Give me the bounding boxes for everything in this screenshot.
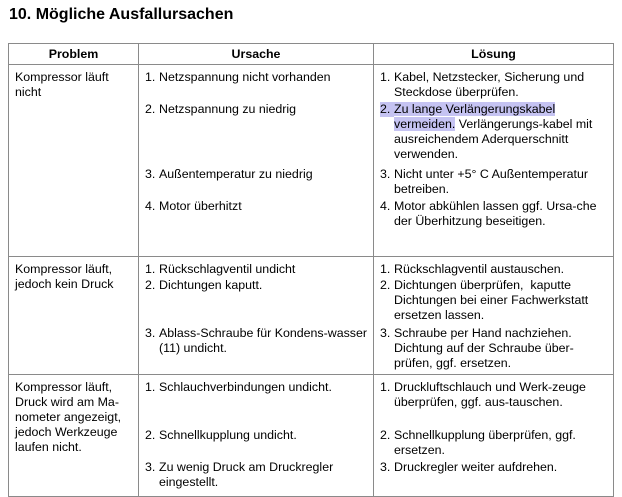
solution-item: 3. Schraube per Hand nachziehen. Dichtung auf der Schraube über-prüfen, ggf. ersetzen. bbox=[380, 326, 574, 370]
solution-item: 2. Dichtungen überprüfen, kaputte Dichtungen bei einer Fachwerkstatt ersetzen lassen. bbox=[380, 278, 592, 322]
cause-item: 3. Ablass-Schraube für Kondens-wasser (11) undicht. bbox=[145, 326, 367, 355]
problem-text: Kompressor läuft nicht bbox=[15, 70, 109, 99]
solution-item: 4. Motor abkühlen lassen ggf. Ursa-che der Überhitzung beseitigen. bbox=[380, 199, 597, 228]
solution-item: 1. Druckluftschlauch und Werk-zeuge überprüfen, ggf. aus-tauschen. bbox=[380, 380, 586, 409]
table-row bbox=[9, 257, 614, 375]
solution-item: 3. Nicht unter +5° C Außentemperatur betreiben. bbox=[380, 167, 589, 196]
solution-item: 2. Zu lange Verlängerungskabel vermeiden. Verlängerungs-kabel mit ausreichendem Aderquerschnitt verwenden. bbox=[380, 102, 593, 161]
cause-item: 1. Schlauchverbindungen undicht. bbox=[145, 380, 332, 394]
cause-cell bbox=[139, 257, 374, 375]
cause-item: 3. Zu wenig Druck am Druckregler eingestellt. bbox=[145, 460, 334, 489]
solution-item: 1. Rückschlagventil austauschen. bbox=[380, 262, 565, 276]
solution-cell bbox=[374, 65, 614, 257]
highlighted-text: Zu lange Verlängerungskabel vermeiden. bbox=[394, 102, 556, 131]
header-problem: Problem bbox=[9, 44, 139, 65]
cause-cell bbox=[139, 375, 374, 497]
table-header-row bbox=[9, 44, 614, 65]
solution-cell bbox=[374, 257, 614, 375]
cause-cell bbox=[139, 65, 374, 257]
cause-item: 1. Netzspannung nicht vorhanden bbox=[145, 70, 331, 84]
cause-item: 4. Motor überhitzt bbox=[145, 199, 242, 213]
problem-cell bbox=[9, 65, 139, 257]
table-row bbox=[9, 375, 614, 497]
solution-item: 2. Schnellkupplung überprüfen, ggf. ersetzen. bbox=[380, 428, 576, 457]
cause-item: 2. Netzspannung zu niedrig bbox=[145, 102, 297, 116]
cause-item: 3. Außentemperatur zu niedrig bbox=[145, 167, 313, 181]
problem-text: Kompressor läuft, Druck wird am Ma-nometer angezeigt, jedoch Werkzeuge laufen nicht. bbox=[15, 380, 122, 454]
solution-item: 1. Kabel, Netzstecker, Sicherung und Steckdose überprüfen. bbox=[380, 70, 585, 99]
solution-item: 3. Druckregler weiter aufdrehen. bbox=[380, 460, 558, 474]
problem-cell bbox=[9, 375, 139, 497]
header-ursache: Ursache bbox=[139, 44, 374, 65]
page-title: 10. Mögliche Ausfallursachen bbox=[9, 6, 234, 23]
problem-text: Kompressor läuft, jedoch kein Druck bbox=[15, 262, 114, 291]
problem-cell bbox=[9, 257, 139, 375]
solution-cell bbox=[374, 375, 614, 497]
cause-item: 2. Dichtungen kaputt. bbox=[145, 278, 263, 292]
table-row bbox=[9, 65, 614, 257]
cause-item: 2. Schnellkupplung undicht. bbox=[145, 428, 297, 442]
troubleshooting-table bbox=[8, 43, 614, 497]
cause-item: 1. Rückschlagventil undicht bbox=[145, 262, 296, 276]
header-loesung: Lösung bbox=[374, 44, 614, 65]
